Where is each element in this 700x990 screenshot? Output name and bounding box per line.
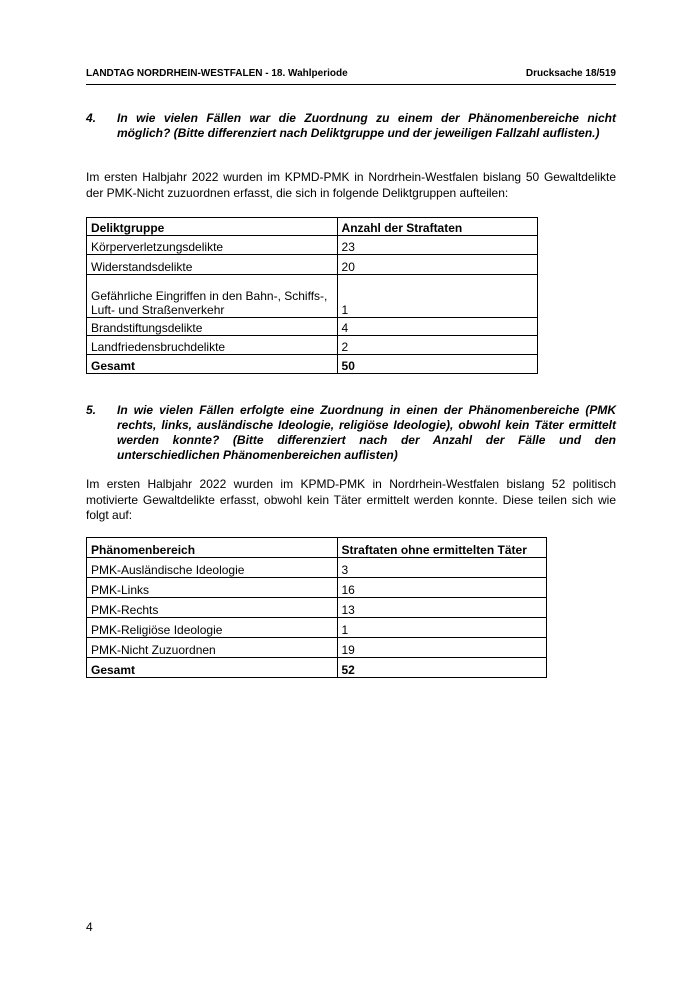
table-row (87, 638, 547, 658)
table-row (87, 318, 538, 336)
question-text: In wie vielen Fällen war die Zuordnung zu einem der Phänomenbereiche nicht möglich? (Bitte differenziert nach Deliktgruppe und der jeweiligen Fallzahl auflisten.) (117, 111, 616, 140)
column-header: Straftaten ohne ermittelten Täter (337, 538, 547, 558)
table-cell: 2 (337, 336, 537, 355)
table-cell: 3 (337, 558, 547, 578)
table-row (87, 578, 547, 598)
column-header: Anzahl der Straftaten (337, 218, 537, 236)
column-header: Phänomenbereich (87, 538, 338, 558)
table-row (87, 275, 538, 318)
table-cell: Gesamt (87, 355, 338, 374)
table-cell: Brandstiftungsdelikte (87, 318, 338, 336)
table-cell: 1 (337, 275, 537, 318)
table-row (87, 236, 538, 255)
table-cell: Gefährliche Eingriffen in den Bahn-, Schiffs-, Luft- und Straßenverkehr (87, 275, 338, 318)
table-header-row (87, 538, 547, 558)
table-cell: Landfriedensbruchdelikte (87, 336, 338, 355)
header-left: LANDTAG NORDRHEIN-WESTFALEN - 18. Wahlperiode (86, 68, 348, 79)
table-header-row (87, 218, 538, 236)
table-cell: 52 (337, 658, 547, 678)
page-number: 4 (86, 920, 93, 934)
column-header: Deliktgruppe (87, 218, 338, 236)
page-header (86, 68, 616, 79)
table-total-row (87, 355, 538, 374)
table-cell: 1 (337, 618, 547, 638)
table-cell: PMK-Ausländische Ideologie (87, 558, 338, 578)
table-cell: 19 (337, 638, 547, 658)
table-cell: PMK-Nicht Zuzuordnen (87, 638, 338, 658)
phaenomenbereich-table (86, 537, 547, 678)
table-row (87, 558, 547, 578)
question-number: 4. (86, 111, 97, 125)
table-cell: 4 (337, 318, 537, 336)
table-cell: 20 (337, 255, 537, 275)
table-cell: PMK-Religiöse Ideologie (87, 618, 338, 638)
answer-5-paragraph: Im ersten Halbjahr 2022 wurden im KPMD-PMK in Nordrhein-Westfalen bislang 52 politisch motivierte Gewaltdelikte erfasst, obwohl kein Täter ermittelt werden konnte. Diese teilen sich wie folgt auf: (86, 477, 616, 522)
table-cell: Körperverletzungsdelikte (87, 236, 338, 255)
answer-4-paragraph: Im ersten Halbjahr 2022 wurden im KPMD-PMK in Nordrhein-Westfalen bislang 50 Gewaltdelikte der PMK-Nicht zuzuordnen erfasst, die sich in folgende Deliktgruppen aufteilen: (86, 170, 616, 200)
question-number: 5. (86, 403, 97, 417)
table-cell: PMK-Rechts (87, 598, 338, 618)
table-cell: 23 (337, 236, 537, 255)
table-row (87, 598, 547, 618)
table-row (87, 336, 538, 355)
table-cell: 50 (337, 355, 537, 374)
question-text: In wie vielen Fällen erfolgte eine Zuordnung in einen der Phänomenbereiche (PMK rechts, links, ausländische Ideologie, religiöse Ideologie), obwohl kein Täter ermittelt werden konnte? (Bitte differenziert nach der Anzahl der Fälle und den unterschiedlichen Phänomenbereichen auflisten) (117, 403, 616, 462)
table-row (87, 618, 547, 638)
table-cell: Widerstandsdelikte (87, 255, 338, 275)
header-divider (86, 84, 616, 85)
question-5 (86, 403, 616, 463)
table-row (87, 255, 538, 275)
table-total-row (87, 658, 547, 678)
table-cell: 16 (337, 578, 547, 598)
table-cell: Gesamt (87, 658, 338, 678)
table-cell: 13 (337, 598, 547, 618)
header-right: Drucksache 18/519 (525, 68, 616, 79)
deliktgruppe-table (86, 217, 538, 374)
table-cell: PMK-Links (87, 578, 338, 598)
question-4 (86, 111, 616, 141)
